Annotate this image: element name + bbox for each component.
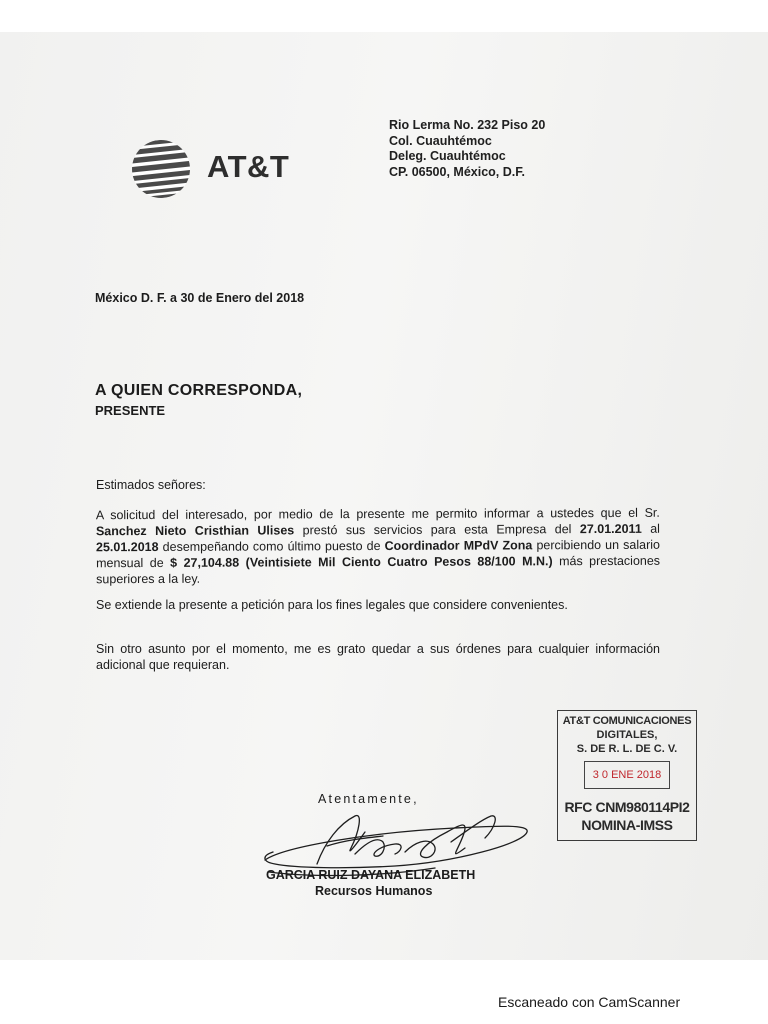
address-line: Deleg. Cuauhtémoc <box>389 149 506 163</box>
text-run: al <box>641 521 660 536</box>
letter-date: México D. F. a 30 de Enero del 2018 <box>95 291 305 305</box>
presente-label: PRESENTE <box>95 403 166 418</box>
stamp-company-line: AT&T COMUNICACIONES <box>562 715 692 727</box>
text-run: percibiendo un salario mensual de <box>96 537 661 571</box>
stamp-rfc: RFC CNM980114PI2 <box>564 799 690 815</box>
scanner-footer <box>0 960 768 1024</box>
stamp-nomina: NOMINA-IMSS <box>581 817 673 833</box>
text-run: más prestaciones superiores a la ley. <box>96 553 661 587</box>
text-run: A solicitud del interesado, por medio de la presente me permito informar a ustedes que el Sr. <box>95 505 660 523</box>
text-run: prestó sus servicios para esta Empresa del <box>294 522 580 538</box>
company-stamp <box>557 710 697 841</box>
start-date: 27.01.2011 <box>579 521 642 537</box>
job-position: Coordinador MPdV Zona <box>384 538 533 553</box>
stamp-company-line: S. DE R. L. DE C. V. <box>576 743 678 755</box>
company-address <box>389 118 545 180</box>
greeting: Estimados señores: <box>96 478 206 492</box>
salutation-heading: A QUIEN CORRESPONDA, <box>95 382 303 399</box>
stamp-date: 3 0 ENE 2018 <box>584 761 670 789</box>
stamp-company-line: DIGITALES, <box>596 729 658 741</box>
address-line: Col. Cuauhtémoc <box>389 133 492 148</box>
signer-role: Recursos Humanos <box>315 884 433 898</box>
body-paragraph-closing: Sin otro asunto por el momento, me es grato quedar a sus órdenes para cualquier información adicional que requieran. <box>96 642 660 672</box>
att-globe-logo-icon <box>126 138 196 200</box>
address-line: CP. 06500, México, D.F. <box>389 164 525 179</box>
scanned-letter-page <box>0 32 768 960</box>
end-date: 25.01.2018 <box>95 539 159 555</box>
scanner-credit: Escaneado con CamScanner <box>498 994 681 1010</box>
monthly-salary: $ 27,104.88 (Veintisiete Mil Ciento Cuatro Pesos 88/100 M.N.) <box>170 554 553 570</box>
address-line: Rio Lerma No. 232 Piso 20 <box>389 118 546 132</box>
body-paragraph-certification <box>96 505 660 587</box>
brand-wordmark: AT&T <box>207 149 290 184</box>
employee-name: Sanchez Nieto Cristhian Ulises <box>95 523 295 539</box>
body-paragraph-purpose: Se extiende la presente a petición para los fines legales que considere convenientes. <box>96 598 568 612</box>
signer-name: GARCIA RUIZ DAYANA ELIZABETH <box>266 868 476 882</box>
closing-atentamente: Atentamente, <box>318 792 419 806</box>
text-run: desempeñando como último puesto de <box>158 538 385 554</box>
